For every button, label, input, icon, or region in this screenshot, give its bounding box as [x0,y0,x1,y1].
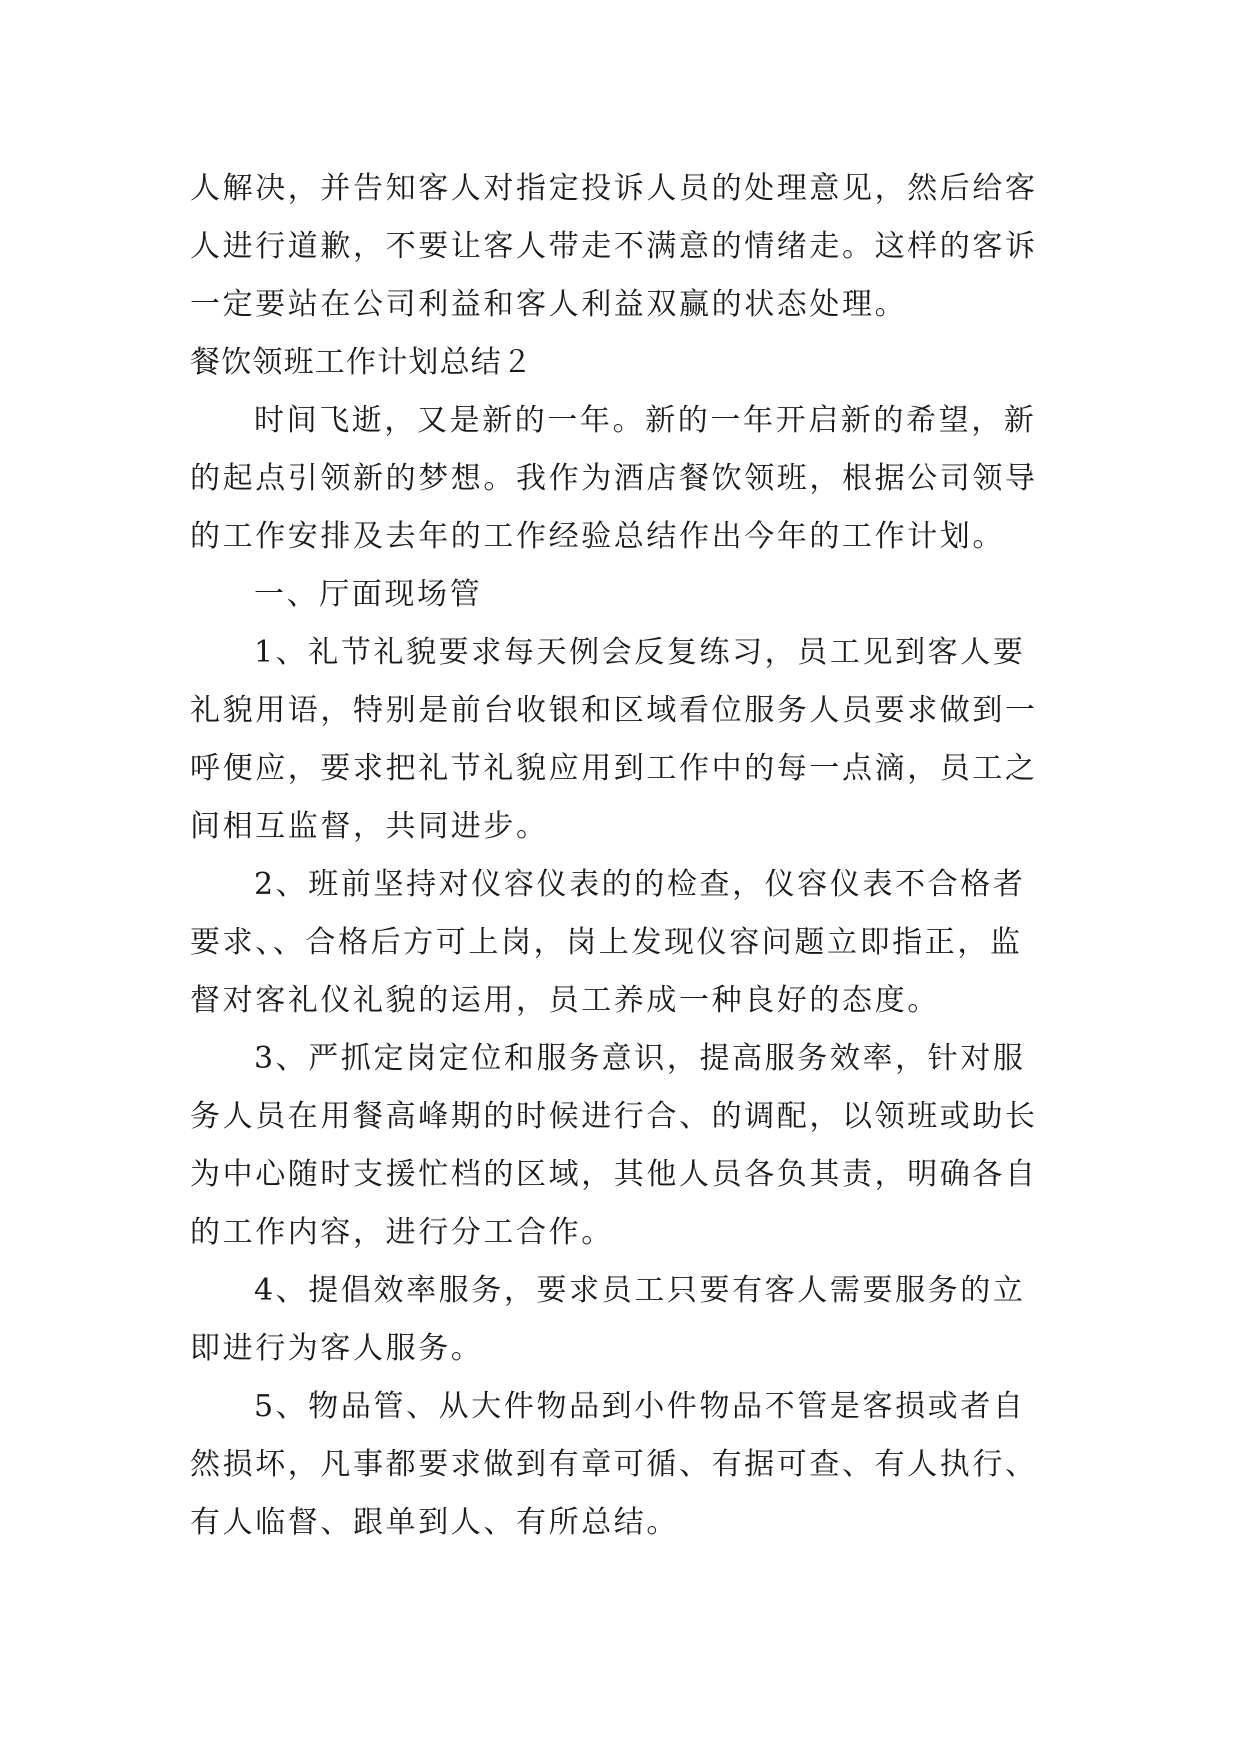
document-body [190,160,1070,1552]
paragraph-first-line: 5、物品管、从大件物品到小件物品不管是客损或者自 [254,1389,1026,1424]
text-line: 然损坏，凡事都要求做到有章可循、有据可查、有人执行、 [190,1447,1038,1482]
text-line: 呼便应，要求把礼节礼貌应用到工作中的每一点滴，员工之 [190,751,1038,786]
text-line: 人进行道歉，不要让客人带走不满意的情绪走。这样的客诉 [190,229,1038,264]
text-line: 督对客礼仪礼貌的运用，员工养成一种良好的态度。 [190,983,940,1018]
section-title: 餐饮领班工作计划总结２ [190,345,534,380]
text-line: 有人临督、跟单到人、有所总结。 [190,1505,679,1540]
text-line: 的工作安排及去年的工作经验总结作出今年的工作计划。 [190,519,1005,554]
text-line: 一定要站在公司利益和客人利益双赢的状态处理。 [190,287,908,322]
paragraph-first-line: 4、提倡效率服务，要求员工只要有客人需要服务的立 [254,1273,1026,1308]
paragraph-first-line: 3、严抓定岗定位和服务意识，提高服务效率，针对服 [254,1041,1026,1076]
text-line: 要求、、合格后方可上岗，岗上发现仪容问题立即指正，监 [190,925,1023,960]
paragraph-first-line: 时间飞逝，又是新的一年。新的一年开启新的希望，新 [254,403,1037,438]
section-heading: 一、厅面现场管 [254,577,483,612]
text-line: 礼貌用语，特别是前台收银和区域看位服务人员要求做到一 [190,693,1038,728]
text-line: 的工作内容，进行分工合作。 [190,1215,614,1250]
text-line: 间相互监督，共同进步。 [190,809,549,844]
text-line: 即进行为客人服务。 [190,1331,484,1366]
text-line: 的起点引领新的梦想。我作为酒店餐饮领班，根据公司领导 [190,461,1038,496]
paragraph-first-line: 2、班前坚持对仪容仪表的的检查，仪容仪表不合格者 [254,867,1026,902]
paragraph-first-line: 1、礼节礼貌要求每天例会反复练习，员工见到客人要 [254,635,1026,670]
text-line: 为中心随时支援忙档的区域，其他人员各负其责，明确各自 [190,1157,1038,1192]
text-line: 务人员在用餐高峰期的时候进行合、的调配，以领班或助长 [190,1099,1038,1134]
text-line: 人解决，并告知客人对指定投诉人员的处理意见，然后给客 [190,171,1038,206]
